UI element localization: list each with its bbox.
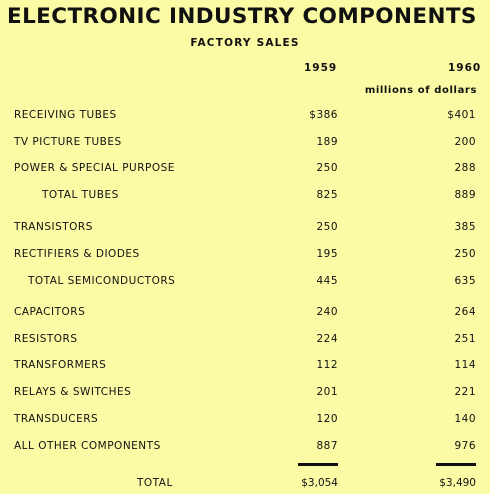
value-1960: 114	[454, 359, 476, 371]
row-label: RECTIFIERS & DIODES	[14, 248, 140, 260]
value-1959: 250	[316, 162, 338, 174]
column-header-1959: 1959	[304, 62, 338, 74]
value-1959: 240	[316, 306, 338, 318]
row-label: POWER & SPECIAL PURPOSE	[14, 162, 175, 174]
value-1959: 112	[316, 359, 338, 371]
table-row-subtotal	[0, 189, 490, 205]
table-row	[0, 359, 490, 375]
value-1959: 825	[316, 189, 338, 201]
total-value-1960: $3,490	[439, 477, 476, 489]
value-1960: 889	[454, 189, 476, 201]
value-1959: 120	[316, 413, 338, 425]
table-subtitle: FACTORY SALES	[190, 37, 300, 49]
unit-label: millions of dollars	[364, 85, 477, 96]
row-label: TRANSDUCERS	[14, 413, 99, 425]
column-header-1960: 1960	[448, 62, 482, 74]
value-1959: 887	[316, 440, 338, 452]
total-divider-1959	[298, 463, 338, 466]
row-label: ALL OTHER COMPONENTS	[14, 440, 161, 452]
table-row	[0, 221, 490, 237]
table-row-subtotal	[0, 275, 490, 291]
value-1960: 221	[454, 386, 476, 398]
value-1960: 385	[454, 221, 476, 233]
table-row	[0, 440, 490, 456]
row-label: TRANSFORMERS	[14, 359, 107, 371]
row-label: TOTAL SEMICONDUCTORS	[28, 275, 176, 287]
value-1960: 250	[454, 248, 476, 260]
value-1959: 224	[316, 333, 338, 345]
total-label: TOTAL	[137, 477, 173, 489]
value-1960: 251	[454, 333, 476, 345]
value-1960: 264	[454, 306, 476, 318]
table-row	[0, 162, 490, 178]
value-1960: 288	[454, 162, 476, 174]
value-1960: 140	[454, 413, 476, 425]
table-row	[0, 136, 490, 152]
row-label: TRANSISTORS	[14, 221, 93, 233]
total-value-1959: $3,054	[301, 477, 338, 489]
row-label: TV PICTURE TUBES	[14, 136, 122, 148]
table-row	[0, 413, 490, 429]
row-label: RECEIVING TUBES	[14, 109, 117, 121]
table-row	[0, 248, 490, 264]
value-1959: 201	[316, 386, 338, 398]
value-1960: 635	[454, 275, 476, 287]
value-1959: 445	[316, 275, 338, 287]
row-label: RELAYS & SWITCHES	[14, 386, 132, 398]
value-1960: 200	[454, 136, 476, 148]
row-label: CAPACITORS	[14, 306, 86, 318]
value-1959: 189	[316, 136, 338, 148]
page-title: ELECTRONIC INDUSTRY COMPONENTS	[7, 4, 477, 29]
value-1959: 250	[316, 221, 338, 233]
table-row	[0, 386, 490, 402]
row-label: RESISTORS	[14, 333, 78, 345]
row-label: TOTAL TUBES	[42, 189, 119, 201]
total-divider-1960	[436, 463, 476, 466]
table-row	[0, 306, 490, 322]
table-row	[0, 109, 490, 125]
value-1959: 195	[316, 248, 338, 260]
value-1960: $401	[447, 109, 476, 121]
table-row	[0, 333, 490, 349]
value-1960: 976	[454, 440, 476, 452]
value-1959: $386	[309, 109, 338, 121]
